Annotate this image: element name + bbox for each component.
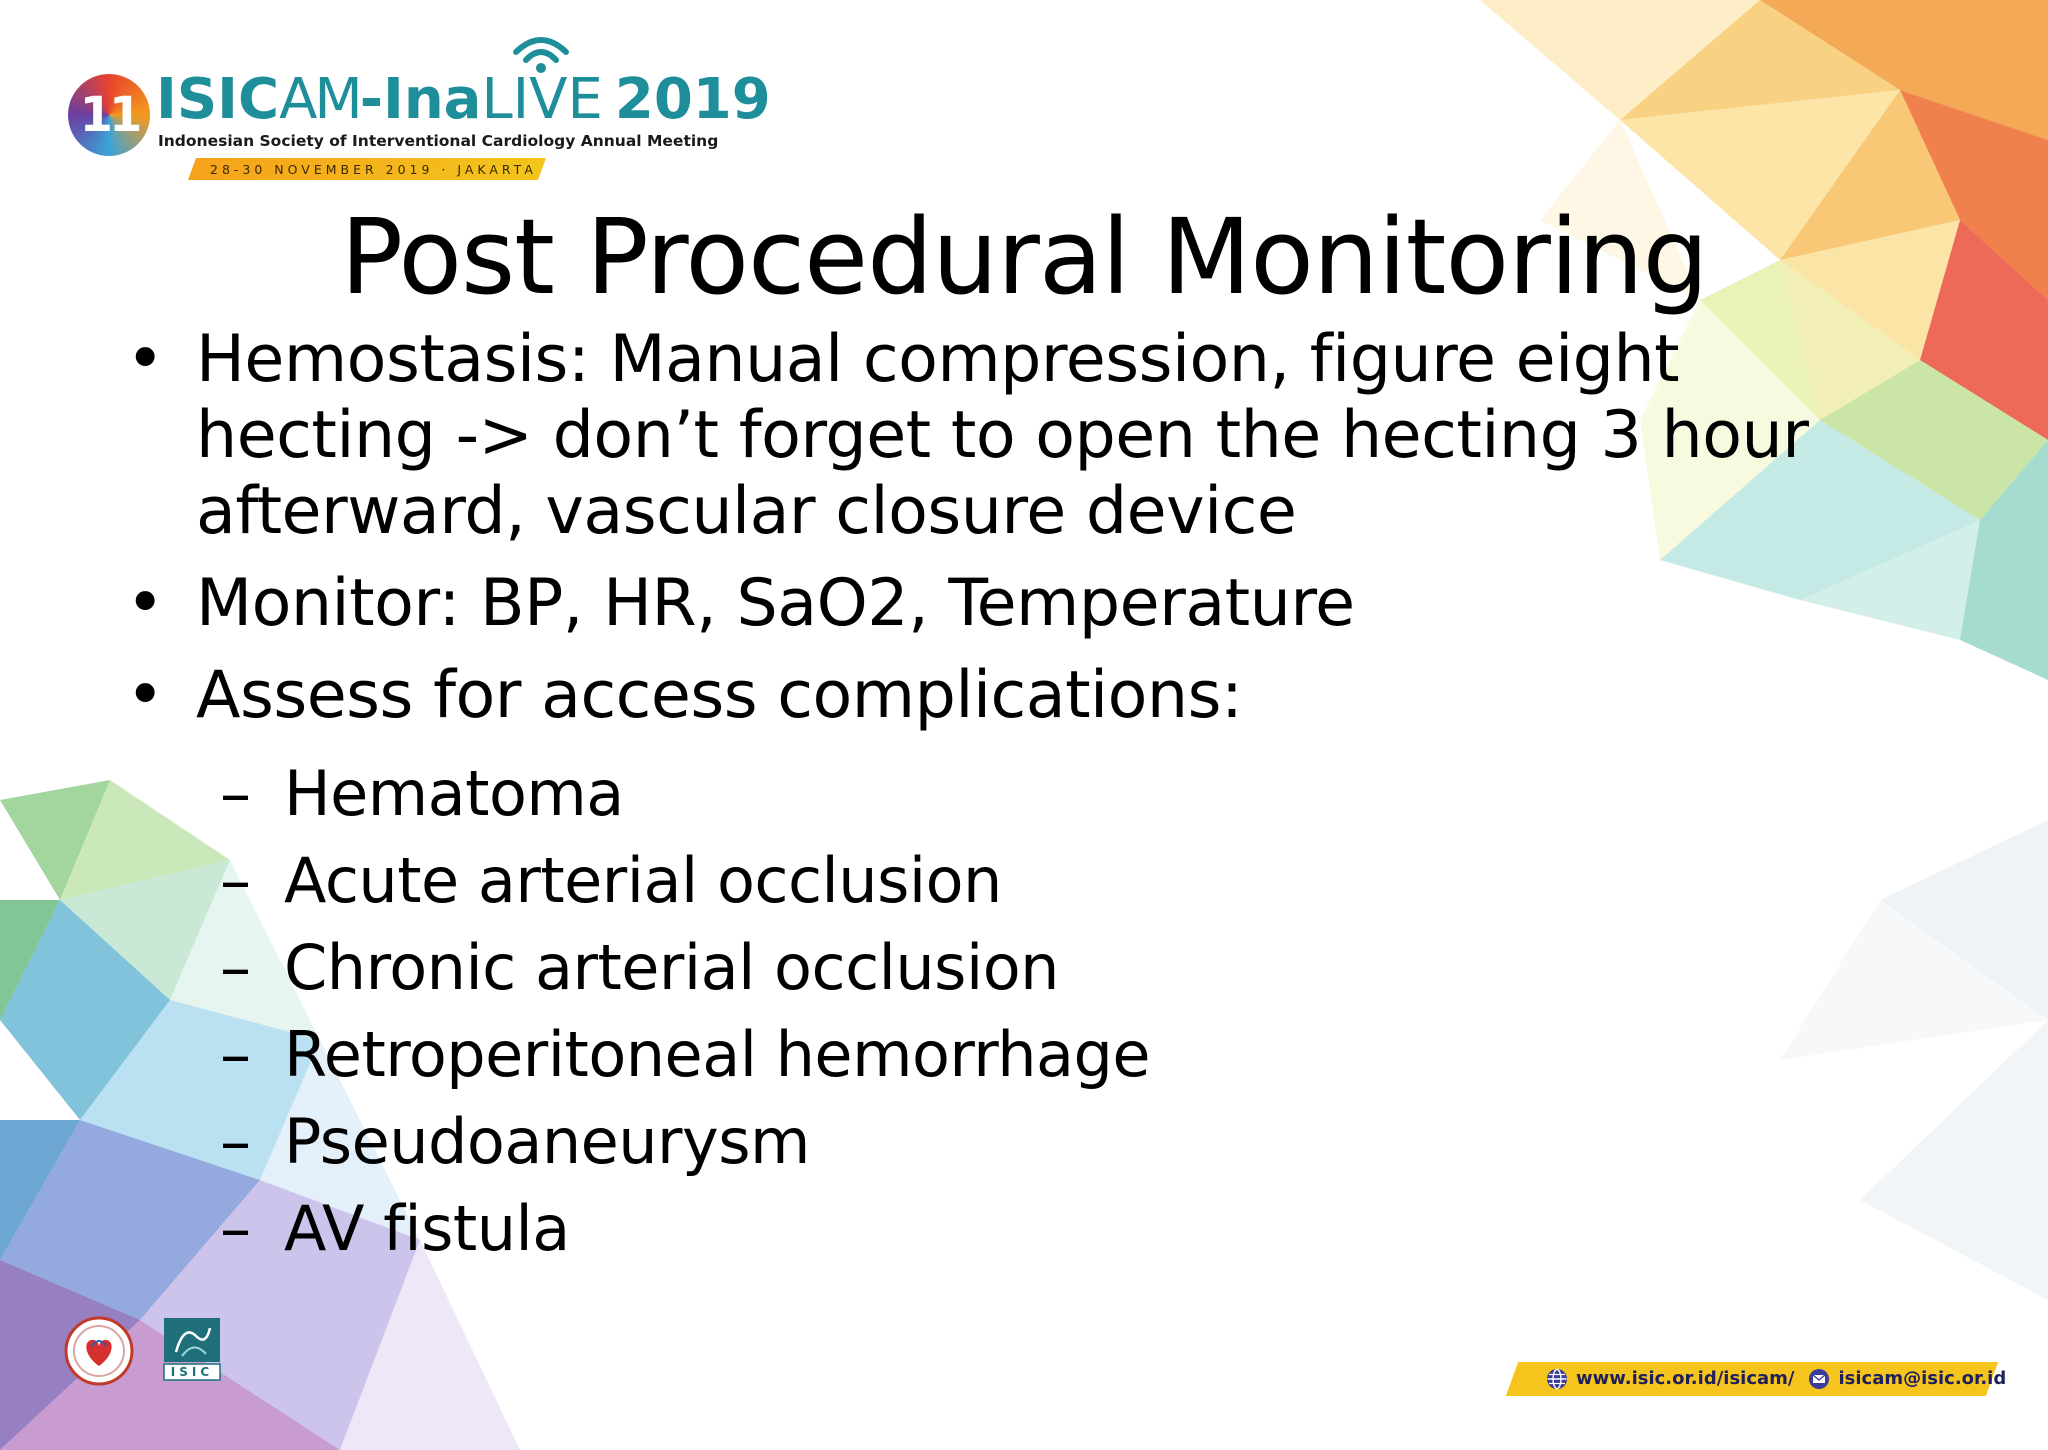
sub-dash: –	[220, 1018, 251, 1091]
bullet-list	[120, 322, 1900, 1272]
perki-logo-icon	[64, 1316, 134, 1386]
sub-dash: –	[220, 844, 251, 917]
bullet-line: Hemostasis: Manual compression, figure eight	[196, 322, 1680, 397]
sub-item-label: Retroperitoneal hemorrhage	[284, 1018, 1150, 1091]
slide-title: Post Procedural Monitoring	[340, 196, 1708, 318]
logo-badge-number: 11	[79, 87, 139, 143]
bullet-line: Assess for access complications:	[196, 658, 1243, 733]
bullet-item-assess	[120, 658, 1900, 734]
logo-badge	[68, 74, 150, 156]
sub-dash: –	[220, 931, 251, 1004]
logo-wordmark	[156, 67, 771, 132]
logo-subtitle: Indonesian Society of Interventional Cardiology Annual Meeting	[158, 132, 719, 150]
logo-ina-text: -Ina	[359, 67, 482, 132]
sub-item-av-fistula	[120, 1185, 1900, 1272]
logo-isic-text: ISIC	[156, 67, 280, 132]
sub-dash: –	[220, 1105, 251, 1178]
contact-row	[1546, 1362, 2006, 1396]
logo-year-text: 2019	[614, 67, 771, 132]
mail-icon	[1808, 1368, 1830, 1390]
bullet-line: afterward, vascular closure device	[196, 474, 1297, 549]
sub-dash: –	[220, 1192, 251, 1265]
bullet-dot: •	[126, 322, 164, 397]
sub-item-label: AV fistula	[284, 1192, 570, 1265]
logo-live-text: LIVE	[481, 67, 603, 132]
globe-icon	[1546, 1368, 1568, 1390]
sub-item-pseudoaneurysm	[120, 1098, 1900, 1185]
sub-item-chronic-occlusion	[120, 924, 1900, 1011]
sub-item-label: Chronic arterial occlusion	[284, 931, 1059, 1004]
sub-dash: –	[220, 757, 251, 830]
sub-item-label: Pseudoaneurysm	[284, 1105, 810, 1178]
website-link[interactable]: www.isic.or.id/isicam/	[1576, 1368, 1795, 1389]
bullet-item-hemostasis	[120, 322, 1900, 550]
logo-am-text: AM	[279, 67, 360, 132]
complication-sub-list	[120, 750, 1900, 1272]
sub-item-hematoma	[120, 750, 1900, 837]
bullet-dot: •	[126, 566, 164, 641]
sub-item-acute-occlusion	[120, 837, 1900, 924]
contact-ribbon	[1512, 1362, 2007, 1396]
sub-item-retroperitoneal	[120, 1011, 1900, 1098]
email-link[interactable]: isicam@isic.or.id	[1838, 1368, 2007, 1389]
bullet-line: Monitor: BP, HR, SaO2, Temperature	[196, 566, 1355, 641]
isic-logo-caption: ISIC	[170, 1365, 214, 1379]
conference-logo	[62, 30, 771, 190]
bullet-line: hecting -> don’t forget to open the hecting 3 hour	[196, 398, 1809, 473]
sub-item-label: Acute arterial occlusion	[284, 844, 1002, 917]
sub-item-label: Hematoma	[284, 757, 624, 830]
bullet-dot: •	[126, 658, 164, 733]
bullet-item-monitor	[120, 566, 1900, 642]
logo-date-text: 28-30 NOVEMBER 2019 · JAKARTA	[210, 162, 537, 177]
